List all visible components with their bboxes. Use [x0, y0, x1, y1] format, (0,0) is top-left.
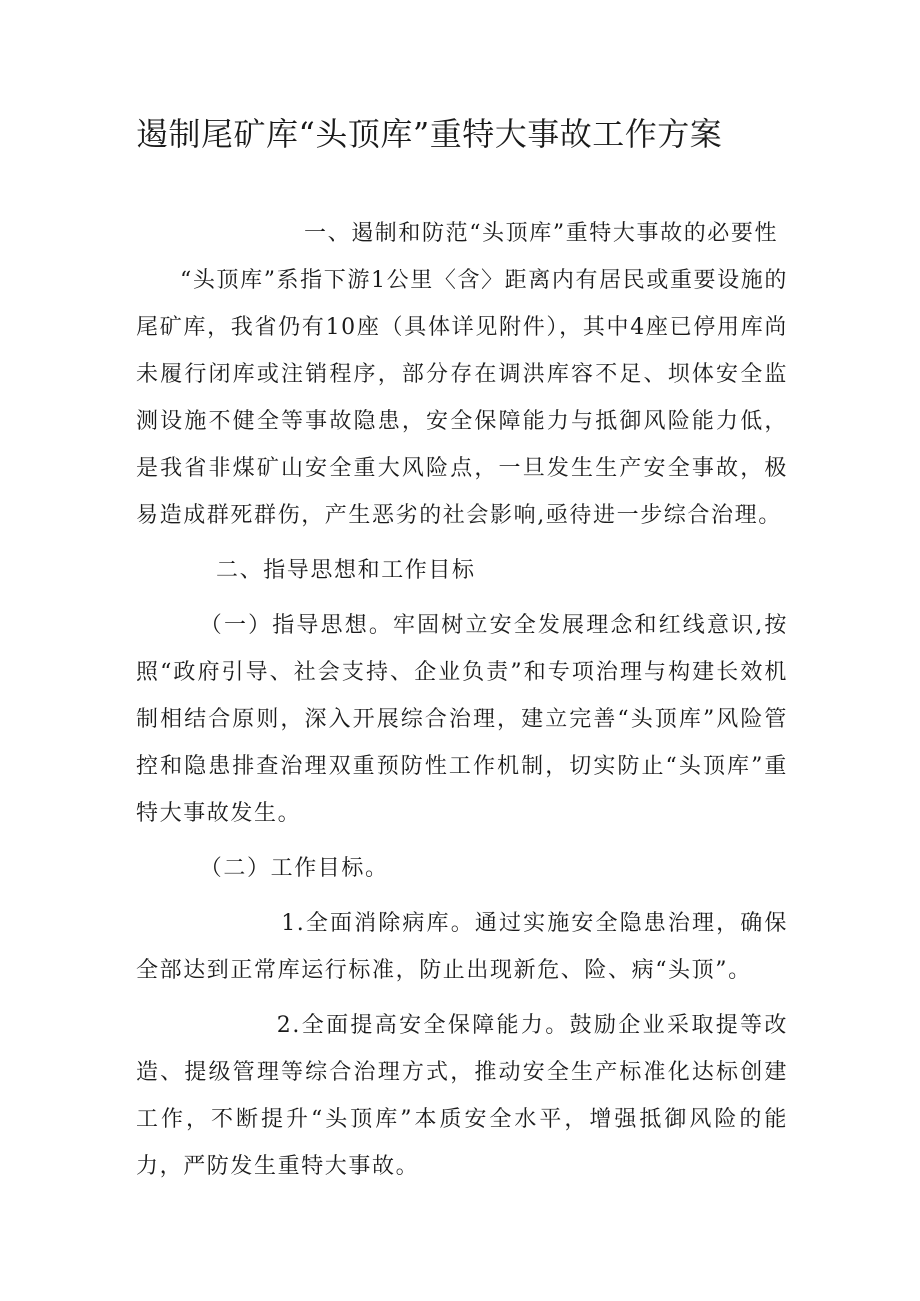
section-2-heading: 二、指导思想和工作目标 [216, 558, 476, 583]
item-2-paragraph: 2.全面提高安全保障能力。鼓励企业采取提等改造、提级管理等综合治理方式，推动安全生产标准化达标创建工作，不断提升“头顶库”本质安全水平，增强抵御风险的能力，严防发生重特大事故。 [136, 1013, 788, 1179]
subsection-2-heading: （二）工作目标。 [199, 856, 389, 881]
document-title: 遏制尾矿库“头顶库”重特大事故工作方案 [136, 115, 723, 153]
section-1-paragraph: “头顶库”系指下游1公里〈含〉距离内有居民或重要设施的尾矿库，我省仍有10座（具体详见附件），其中4座已停用库尚未履行闭库或注销程序，部分存在调洪库容不足、坝体安全监测设施不健全等事故隐患，安全保障能力与抵御风险能力低，是我省非煤矿山安全重大风险点，一旦发生生产安全事故，极易造成群死群伤，产生恶劣的社会影响,亟待进一步综合治理。 [136, 268, 788, 528]
document-body [136, 210, 788, 1190]
subsection-1-paragraph: （一）指导思想。牢固树立安全发展理念和红线意识,按照“政府引导、社会支持、企业负责”和专项治理与构建长效机制相结合原则，深入开展综合治理，建立完善“头顶库”风险管控和隐患排查治理双重预防性工作机制，切实防止“头顶库”重特大事故发生。 [136, 613, 788, 826]
item-1-paragraph: 1.全面消除病库。通过实施安全隐患治理，确保全部达到正常库运行标准，防止出现新危、险、病“头顶”。 [136, 911, 788, 983]
section-1-heading: 一、遏制和防范“头顶库”重特大事故的必要性 [304, 221, 779, 246]
